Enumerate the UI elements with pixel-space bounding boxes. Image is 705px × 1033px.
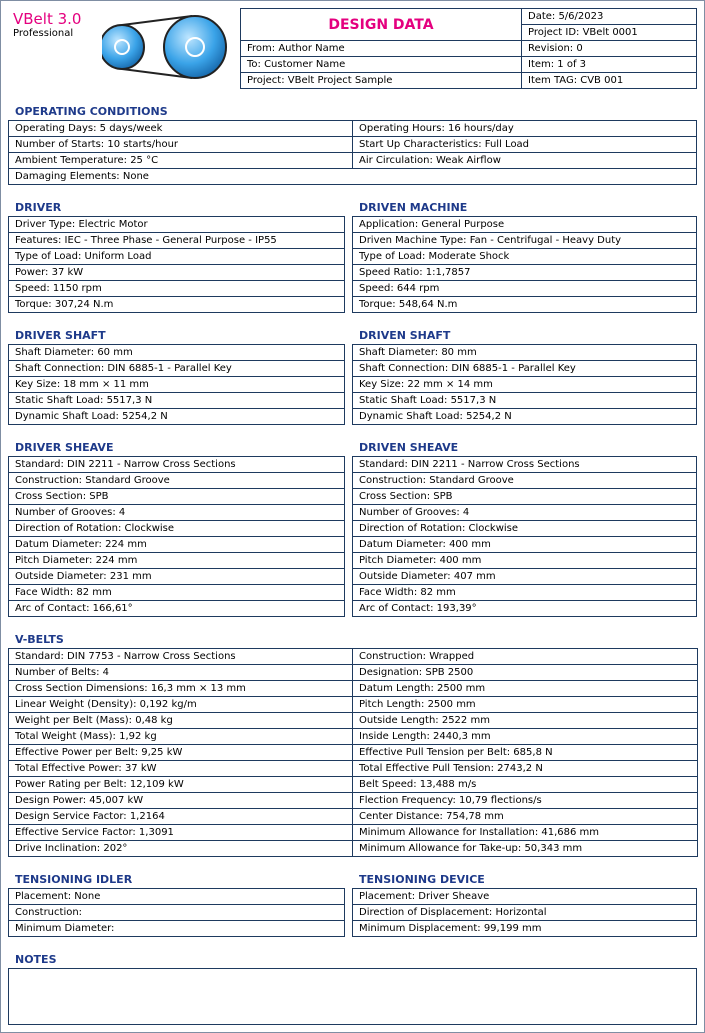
table-cell: Dynamic Shaft Load: 5254,2 N [353,409,697,425]
tensioning-device-title: TENSIONING DEVICE [359,873,485,886]
project-id-field: Project ID: VBelt 0001 [522,25,697,41]
table-cell: Direction of Rotation: Clockwise [9,521,345,537]
table-cell: Direction of Rotation: Clockwise [353,521,697,537]
table-cell: Datum Length: 2500 mm [353,681,698,697]
table-cell: Shaft Connection: DIN 6885-1 - Parallel Key [9,361,345,377]
table-cell: Construction: [9,905,345,921]
table-cell: Static Shaft Load: 5517,3 N [9,393,345,409]
table-cell: Outside Diameter: 231 mm [9,569,345,585]
driven-sheave-table [352,456,697,617]
table-cell: Type of Load: Moderate Shock [353,249,697,265]
table-cell: Number of Starts: 10 starts/hour [9,137,353,153]
table-cell: Number of Grooves: 4 [9,505,345,521]
table-cell: Placement: None [9,889,345,905]
table-cell: Outside Diameter: 407 mm [353,569,697,585]
table-cell: Damaging Elements: None [9,169,697,185]
table-cell: Minimum Displacement: 99,199 mm [353,921,697,937]
driver-sheave-table [8,456,345,617]
table-cell: Dynamic Shaft Load: 5254,2 N [9,409,345,425]
v-belts-title: V-BELTS [15,633,64,646]
v-belts-table [8,648,698,857]
table-cell: Effective Power per Belt: 9,25 kW [9,745,353,761]
table-cell: Cross Section Dimensions: 16,3 mm × 13 mm [9,681,353,697]
table-cell: Number of Belts: 4 [9,665,353,681]
table-cell: Face Width: 82 mm [9,585,345,601]
table-cell: Application: General Purpose [353,217,697,233]
header-table [240,8,697,89]
table-cell: Shaft Diameter: 60 mm [9,345,345,361]
table-cell: Construction: Standard Groove [353,473,697,489]
table-cell: Standard: DIN 7753 - Narrow Cross Sections [9,649,353,665]
table-cell: Total Effective Power: 37 kW [9,761,353,777]
table-cell: Flection Frequency: 10,79 flections/s [353,793,698,809]
table-cell: Construction: Wrapped [353,649,698,665]
table-cell: Torque: 548,64 N.m [353,297,697,313]
table-cell: Pitch Diameter: 224 mm [9,553,345,569]
table-cell: Datum Diameter: 224 mm [9,537,345,553]
driver-title: DRIVER [15,201,62,214]
driven-shaft-title: DRIVEN SHAFT [359,329,451,342]
driven-shaft-table [352,344,697,425]
from-field: From: Author Name [241,41,522,57]
table-cell: Placement: Driver Sheave [353,889,697,905]
app-logo [13,10,81,40]
table-cell: Effective Service Factor: 1,3091 [9,825,353,841]
table-cell: Minimum Allowance for Take-up: 50,343 mm [353,841,698,857]
table-cell: Features: IEC - Three Phase - General Purpose - IP55 [9,233,345,249]
table-cell: Outside Length: 2522 mm [353,713,698,729]
tensioning-idler-title: TENSIONING IDLER [15,873,133,886]
table-cell: Torque: 307,24 N.m [9,297,345,313]
to-field: To: Customer Name [241,57,522,73]
driver-shaft-title: DRIVER SHAFT [15,329,106,342]
revision-field: Revision: 0 [522,41,697,57]
table-cell: Effective Pull Tension per Belt: 685,8 N [353,745,698,761]
table-cell: Standard: DIN 2211 - Narrow Cross Sections [9,457,345,473]
table-cell: Speed: 644 rpm [353,281,697,297]
table-cell: Pitch Diameter: 400 mm [353,553,697,569]
table-cell: Face Width: 82 mm [353,585,697,601]
item-field: Item: 1 of 3 [522,57,697,73]
table-cell: Shaft Diameter: 80 mm [353,345,697,361]
table-cell: Number of Grooves: 4 [353,505,697,521]
item-tag-field: Item TAG: CVB 001 [522,73,697,89]
table-cell: Belt Speed: 13,488 m/s [353,777,698,793]
table-cell: Arc of Contact: 166,61° [9,601,345,617]
table-cell: Total Effective Pull Tension: 2743,2 N [353,761,698,777]
tensioning-device-table [352,888,697,937]
table-cell: Operating Hours: 16 hours/day [353,121,697,137]
table-cell: Arc of Contact: 193,39° [353,601,697,617]
design-title: DESIGN DATA [241,9,522,41]
driver-table [8,216,345,313]
table-cell: Direction of Displacement: Horizontal [353,905,697,921]
project-field: Project: VBelt Project Sample [241,73,522,89]
app-title: VBelt 3.0 [13,10,82,28]
driven-machine-table [352,216,697,313]
table-cell: Power: 37 kW [9,265,345,281]
table-cell: Static Shaft Load: 5517,3 N [353,393,697,409]
table-cell: Datum Diameter: 400 mm [353,537,697,553]
table-cell: Weight per Belt (Mass): 0,48 kg [9,713,353,729]
notes-box [8,968,697,1025]
operating-conditions-title: OPERATING CONDITIONS [15,105,168,118]
table-cell: Linear Weight (Density): 0,192 kg/m [9,697,353,713]
app-subtitle: Professional [13,28,74,39]
driven-sheave-title: DRIVEN SHEAVE [359,441,459,454]
table-cell: Minimum Allowance for Installation: 41,686 mm [353,825,698,841]
table-cell: Shaft Connection: DIN 6885-1 - Parallel Key [353,361,697,377]
table-cell: Center Distance: 754,78 mm [353,809,698,825]
driver-sheave-title: DRIVER SHEAVE [15,441,114,454]
table-cell: Design Power: 45,007 kW [9,793,353,809]
table-cell: Cross Section: SPB [9,489,345,505]
table-cell: Key Size: 18 mm × 11 mm [9,377,345,393]
table-cell: Drive Inclination: 202° [9,841,353,857]
table-cell: Speed: 1150 rpm [9,281,345,297]
table-cell: Cross Section: SPB [353,489,697,505]
table-cell: Design Service Factor: 1,2164 [9,809,353,825]
table-cell: Key Size: 22 mm × 14 mm [353,377,697,393]
table-cell: Standard: DIN 2211 - Narrow Cross Sections [353,457,697,473]
table-cell: Designation: SPB 2500 [353,665,698,681]
pulleys-icon [102,12,232,84]
table-cell: Minimum Diameter: [9,921,345,937]
table-cell: Driver Type: Electric Motor [9,217,345,233]
table-cell: Power Rating per Belt: 12,109 kW [9,777,353,793]
table-cell: Type of Load: Uniform Load [9,249,345,265]
notes-title: NOTES [15,953,57,966]
operating-conditions-table [8,120,697,185]
table-cell: Driven Machine Type: Fan - Centrifugal - Heavy Duty [353,233,697,249]
table-cell: Total Weight (Mass): 1,92 kg [9,729,353,745]
table-cell: Pitch Length: 2500 mm [353,697,698,713]
table-cell: Start Up Characteristics: Full Load [353,137,697,153]
table-cell: Speed Ratio: 1:1,7857 [353,265,697,281]
table-cell: Operating Days: 5 days/week [9,121,353,137]
table-cell: Air Circulation: Weak Airflow [353,153,697,169]
table-cell: Ambient Temperature: 25 °C [9,153,353,169]
table-cell: Construction: Standard Groove [9,473,345,489]
driven-machine-title: DRIVEN MACHINE [359,201,468,214]
table-cell: Inside Length: 2440,3 mm [353,729,698,745]
date-field: Date: 5/6/2023 [522,9,697,25]
driver-shaft-table [8,344,345,425]
tensioning-idler-table [8,888,345,937]
